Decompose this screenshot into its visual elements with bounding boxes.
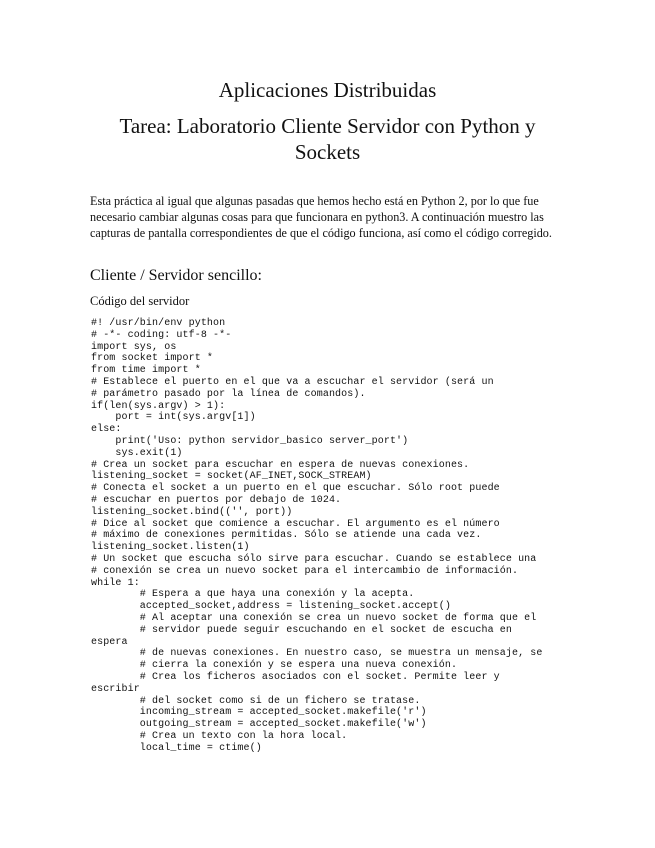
code-line: if(len(sys.argv) > 1): (91, 400, 226, 412)
code-line: local_time = ctime() (91, 742, 262, 754)
code-line: escribir (91, 683, 140, 695)
code-block (91, 318, 571, 754)
code-line: # Conecta el socket a un puerto en el que escuchar. Sólo root puede (91, 483, 500, 495)
code-line: # -*- coding: utf-8 -*- (91, 329, 232, 341)
code-line: # Dice al socket que comience a escuchar. El argumento es el número (91, 518, 500, 530)
code-line: incoming_stream = accepted_socket.makefile('r') (91, 707, 427, 719)
code-line: accepted_socket,address = listening_socket.accept() (91, 601, 451, 613)
code-line: print('Uso: python servidor_basico server_port') (91, 435, 409, 447)
code-line: # Establece el puerto en el que va a escuchar el servidor (será un (91, 376, 494, 388)
task-title-line-1: Tarea: Laboratorio Cliente Servidor con Python y (119, 114, 536, 138)
code-line: from time import * (91, 365, 201, 377)
code-line: # conexión se crea un nuevo socket para el intercambio de información. (91, 565, 519, 577)
code-line: # máximo de conexiones permitidas. Sólo se atiende una cada vez. (91, 530, 482, 542)
code-line: # Al aceptar una conexión se crea un nuevo socket de forma que el (91, 612, 537, 624)
code-line: port = int(sys.argv[1]) (91, 412, 256, 424)
code-line: espera (91, 636, 128, 648)
code-line: # Crea un texto con la hora local. (91, 730, 348, 742)
code-line: # cierra la conexión y se espera una nueva conexión. (91, 660, 458, 672)
course-title: Aplicaciones Distribuidas (218, 78, 437, 102)
code-line: from socket import * (91, 353, 214, 365)
code-line: # Un socket que escucha sólo sirve para escuchar. Cuando se establece una (91, 553, 537, 565)
code-line: listening_socket.bind(('', port)) (91, 506, 293, 518)
code-line: # Espera a que haya una conexión y la acepta. (91, 589, 415, 601)
code-line: listening_socket.listen(1) (91, 542, 250, 554)
code-line: else: (91, 424, 122, 436)
task-title-line-2: Sockets (294, 140, 361, 164)
code-line: while 1: (91, 577, 140, 589)
section-heading: Cliente / Servidor sencillo: (90, 267, 262, 284)
code-line: import sys, os (91, 341, 177, 353)
code-line: listening_socket = socket(AF_INET,SOCK_STREAM) (91, 471, 372, 483)
server-code-subheading: Código del servidor (90, 294, 190, 308)
code-line: # servidor puede seguir escuchando en el socket de escucha en (91, 624, 512, 636)
code-line: # escuchar en puertos por debajo de 1024. (91, 494, 342, 506)
code-line: # de nuevas conexiones. En nuestro caso, se muestra un mensaje, se (91, 648, 543, 660)
code-line: # parámetro pasado por la línea de comandos). (91, 388, 366, 400)
code-line: # del socket como si de un fichero se tratase. (91, 695, 421, 707)
code-line: outgoing_stream = accepted_socket.makefile('w') (91, 719, 427, 731)
code-line: #! /usr/bin/env python (91, 318, 226, 329)
intro-paragraph: Esta práctica al igual que algunas pasadas que hemos hecho está en Python 2, por lo que fue necesario cambiar algunas cosas para que funcionara en python3. A continuación muestro las capturas de pantalla correspondientes de que el código funciona, así como el código corregido. (90, 194, 552, 240)
code-line: sys.exit(1) (91, 447, 183, 459)
code-line: # Crea los ficheros asociados con el socket. Permite leer y (91, 671, 500, 683)
code-line: # Crea un socket para escuchar en espera de nuevas conexiones. (91, 459, 470, 471)
